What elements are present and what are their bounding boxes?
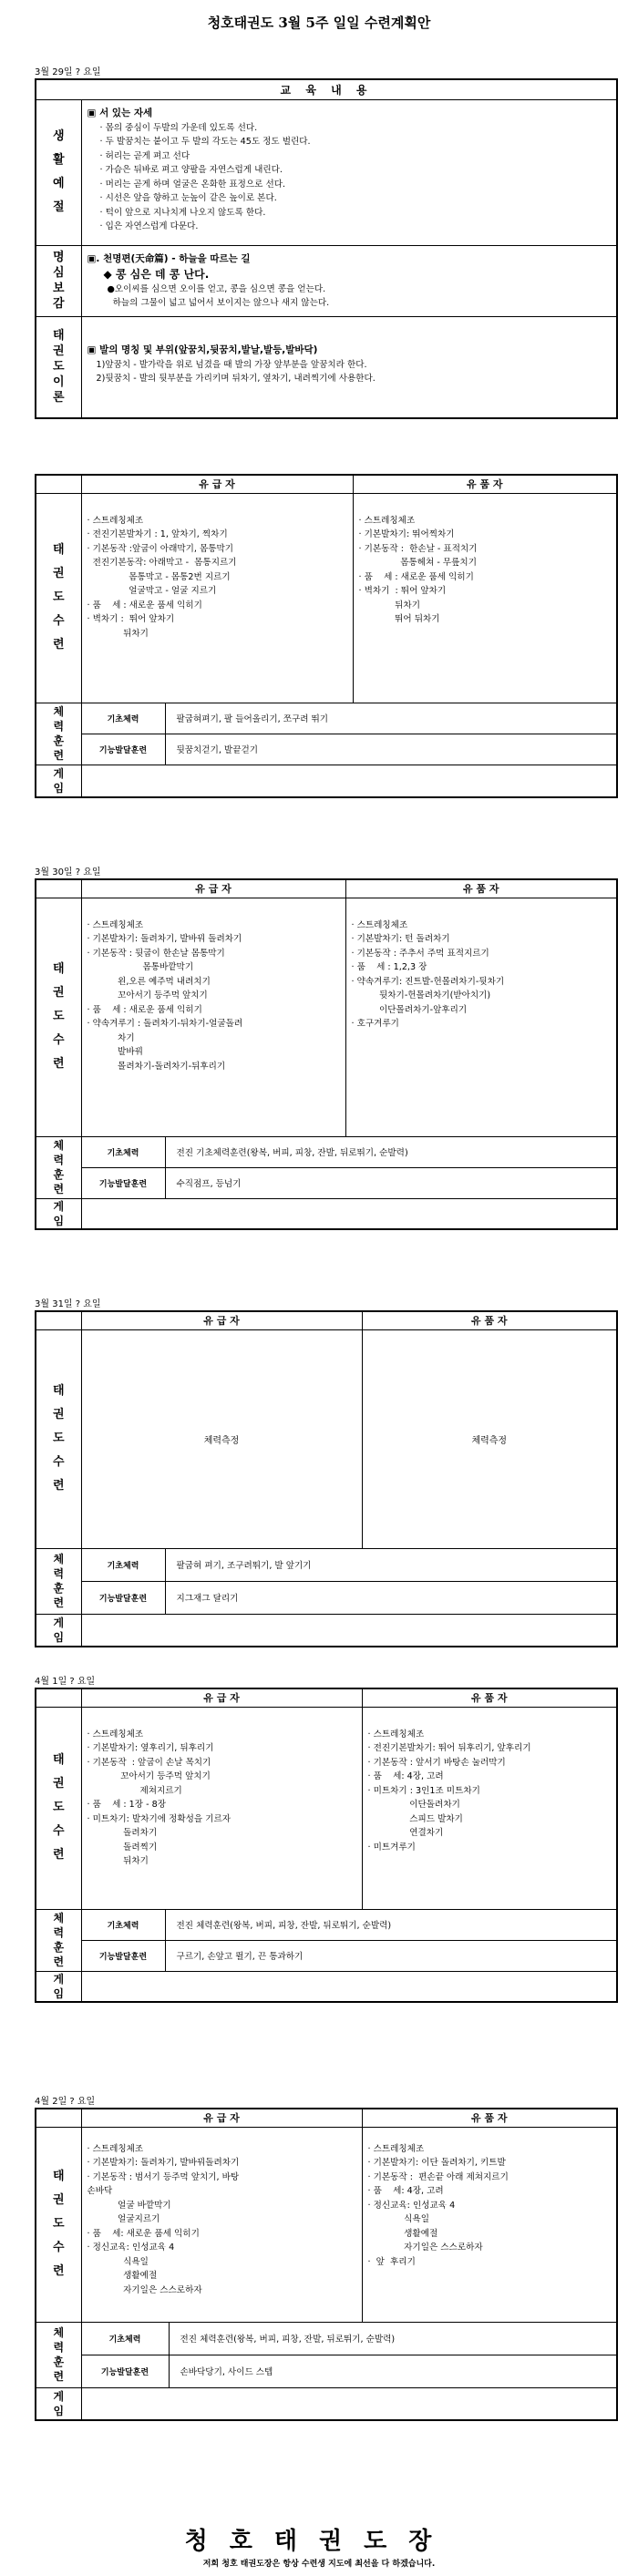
text-line: 1)앞꿈치 - 발가락을 위로 넘겼을 때 발의 가장 앞부분을 앞꿈치라 한다. bbox=[96, 359, 367, 370]
game-label bbox=[36, 1971, 81, 2002]
text-line: 발바꿔 bbox=[87, 1047, 143, 1057]
game-label bbox=[36, 765, 81, 797]
text-line: 몰려차기-돌려차기-뒤후리기 bbox=[87, 1061, 226, 1072]
text-line: 몸통바깥막기 bbox=[87, 962, 194, 972]
fitness-label bbox=[36, 703, 81, 765]
col-right-header: 유 품 자 bbox=[362, 1688, 617, 1707]
col-right-header: 유 품 자 bbox=[362, 2109, 617, 2127]
text-line: · 기본동작 : 뒷굽이 한손날 몸통막기 bbox=[87, 948, 225, 959]
text-line: 뒤차기 bbox=[358, 600, 420, 611]
col-left-header: 유 급 자 bbox=[81, 1311, 362, 1329]
text-line: · 기본동작 : 편손끝 아래 제쳐지르기 bbox=[367, 2171, 509, 2182]
text-line: · 품 세 : 새로운 품세 익히기 bbox=[358, 571, 474, 582]
col-right-header: 유 품 자 bbox=[353, 475, 617, 493]
text-line: 식욕일 bbox=[367, 2214, 429, 2224]
text-line: 뒤차기 bbox=[87, 1856, 149, 1866]
basic-label: 기초체력 bbox=[81, 1909, 165, 1940]
training-table-day5 bbox=[35, 2108, 618, 2421]
text-line: 뛰어 뒤차기 bbox=[358, 614, 440, 624]
text-line: 왼,오른 예주먹 내려치기 bbox=[87, 976, 211, 987]
tkd-label bbox=[36, 1329, 81, 1548]
col-left-header: 유 급 자 bbox=[81, 1688, 362, 1707]
text-line: · 스트레칭체조 bbox=[358, 515, 416, 526]
game-label bbox=[36, 1614, 81, 1647]
text-line: 꼬아서기 등주먹 앞치기 bbox=[87, 990, 208, 1001]
text-line: · 가슴은 뒤바로 펴고 양팔을 자연스럽게 내린다. bbox=[99, 165, 283, 175]
text-line: · 기본동작 :앞굽이 아래막기, 몸통막기 bbox=[87, 543, 234, 554]
text-line: · 호구겨루기 bbox=[351, 1019, 399, 1029]
maxim-content bbox=[81, 245, 617, 316]
fitness-label bbox=[36, 1136, 81, 1198]
side-label-text: 게임 bbox=[53, 1616, 65, 1644]
fitness-label bbox=[36, 1548, 81, 1614]
text-line: · 기본동작 : 범서기 등주먹 앞치기, 바탕 bbox=[87, 2171, 240, 2182]
basic-label: 기초체력 bbox=[81, 2322, 169, 2355]
side-label-text: 태권도수련 bbox=[52, 543, 65, 652]
left-content: 체력측정 bbox=[81, 1329, 362, 1548]
text-line: · 미트차기: 발차기에 정확성을 기르자 bbox=[87, 1813, 231, 1824]
maxim-heading: ▣. 천명편(天命篇) - 하늘을 따르는 길 bbox=[87, 252, 251, 264]
text-line: · 품 세: 새로운 품세 익히기 bbox=[87, 2228, 200, 2239]
right-content bbox=[362, 2127, 617, 2322]
text-line: 제쳐지르기 bbox=[87, 1785, 182, 1796]
date-day1: 3월 29일 ? 요일 bbox=[35, 67, 101, 77]
side-label-text: 게임 bbox=[53, 2389, 65, 2417]
side-label-text: 체력훈련 bbox=[53, 1553, 65, 1609]
fitness-label bbox=[36, 1909, 81, 1971]
col-left-header: 유 급 자 bbox=[81, 879, 345, 898]
text-line: 돌려찍기 bbox=[87, 1842, 158, 1852]
text-line: 몸통막고 - 몸통2번 지르기 bbox=[87, 571, 231, 582]
side-label-text: 태권도이론 bbox=[52, 328, 65, 405]
theory-heading: ▣ 발의 명칭 및 부위(앞꿈치,뒷꿈치,발날,발등,발바닥) bbox=[87, 344, 318, 355]
text-line: · 전진기본발차기 : 1, 앞차기, 찍차기 bbox=[87, 529, 228, 539]
text-line: 얼굴막고 - 얼굴 지르기 bbox=[87, 586, 217, 596]
training-table-day1 bbox=[35, 474, 618, 798]
basic-text: 전진 기초체력훈련(왕복, 버피, 피창, 잔발, 뒤로뛰기, 순발력) bbox=[165, 1136, 617, 1167]
training-table-day3 bbox=[35, 1310, 618, 1647]
text-line: · 미트차기 : 3인1조 미트차기 bbox=[367, 1785, 480, 1796]
text-line: 손바닥 bbox=[87, 2186, 113, 2196]
game-label bbox=[36, 1198, 81, 1229]
text-line: · 스트레칭체조 bbox=[87, 1729, 144, 1740]
text-line: 이단돌려차기 bbox=[367, 1800, 460, 1810]
col-left-header: 유 급 자 bbox=[81, 475, 353, 493]
right-content bbox=[345, 898, 617, 1136]
text-line: 돌려차기 bbox=[87, 1828, 158, 1838]
basic-label: 기초체력 bbox=[81, 1548, 165, 1581]
text-line: · 기본발차기: 돌려차기, 발바꿔 돌려차기 bbox=[87, 934, 242, 944]
side-label-text: 게임 bbox=[53, 766, 65, 795]
side-label-text: 체력훈련 bbox=[53, 1912, 65, 1968]
maxim-label bbox=[36, 245, 81, 316]
right-content: 체력측정 bbox=[362, 1329, 617, 1548]
left-content bbox=[81, 898, 345, 1136]
training-table-day2 bbox=[35, 878, 618, 1230]
theory-content bbox=[81, 316, 617, 418]
text-line: · 허리는 곧게 펴고 선다 bbox=[99, 150, 190, 161]
basic-text: 전진 체력훈련(왕복, 버피, 피창, 잔발, 뒤로뛰기, 순발력) bbox=[165, 1909, 617, 1940]
text-line: 식욕일 bbox=[87, 2256, 149, 2267]
col-right-header: 유 품 자 bbox=[362, 1311, 617, 1329]
text-line: · 기본동작 : 앞굽이 손날 목치기 bbox=[87, 1757, 211, 1768]
right-content bbox=[353, 493, 617, 703]
text-line: · 기본동작 : 한손날 - 표적치기 bbox=[358, 543, 478, 554]
text-line: · 품 세: 4장, 고려 bbox=[367, 2186, 444, 2196]
side-label-text: 태권도수련 bbox=[52, 2170, 65, 2278]
text-line: 이단몰려차기-앞후리기 bbox=[351, 1004, 468, 1015]
basic-text: 팔굽혀펴기, 팔 들어올리기, 쪼구려 뛰기 bbox=[165, 703, 617, 734]
text-line: 2)뒷꿈치 - 발의 뒷부분을 가리키며 뒤차기, 옆차기, 내려찍기에 사용한다. bbox=[96, 374, 376, 384]
text-line: · 스트레칭체조 bbox=[87, 515, 144, 526]
text-line: 자기일은 스스로하자 bbox=[367, 2242, 483, 2253]
text-line: 얼굴지르기 bbox=[87, 2214, 160, 2224]
text-line: · 스트레칭체조 bbox=[87, 919, 144, 930]
motor-text: 수직점프, 등넘기 bbox=[165, 1167, 617, 1198]
maxim-quote: ◆ 콩 심은 데 콩 난다. bbox=[103, 267, 210, 281]
motor-label: 기능발달훈련 bbox=[81, 1581, 165, 1614]
life-label bbox=[36, 99, 81, 245]
side-label-text: 태권도수련 bbox=[52, 962, 65, 1071]
motor-label: 기능발달훈련 bbox=[81, 2355, 169, 2387]
tkd-label bbox=[36, 2127, 81, 2322]
text-line: · 입은 자연스럽게 다문다. bbox=[99, 221, 199, 231]
text-line: 뒤차기 bbox=[87, 628, 149, 639]
text-line: · 기본동작 : 앞서기 바탕손 눌러막기 bbox=[367, 1757, 506, 1768]
side-label-text: 체력훈련 bbox=[53, 705, 65, 762]
dojang-name: 청호태권도장 bbox=[184, 2528, 454, 2555]
footer-slogan: 저희 청호 태권도장은 항상 수련생 지도에 최선을 다 하겠습니다. bbox=[202, 2560, 436, 2569]
fitness-label bbox=[36, 2322, 81, 2387]
date-day2: 3월 30일 ? 요일 bbox=[35, 867, 101, 877]
tkd-label bbox=[36, 898, 81, 1136]
life-content bbox=[81, 99, 617, 245]
side-label-text: 태권도수련 bbox=[52, 1753, 65, 1862]
text-line: · 벽차기 : 뛰어 앞차기 bbox=[358, 586, 447, 596]
education-table-day1 bbox=[35, 78, 618, 419]
page-title: 청호태권도 3월 5주 일일 수련계획안 bbox=[207, 15, 431, 31]
side-label-text: 태권도수련 bbox=[52, 1384, 65, 1493]
text-line: 스피드 발차기 bbox=[367, 1813, 463, 1824]
left-content bbox=[81, 2127, 362, 2322]
text-line: · 앞 후리기 bbox=[367, 2256, 416, 2267]
text-line: · 기본발차기: 턴 돌려차기 bbox=[351, 934, 450, 944]
basic-text: 팔굽혀 펴기, 조구려뛰기, 발 앞기기 bbox=[165, 1548, 617, 1581]
edu-header: 교 육 내 용 bbox=[36, 79, 617, 99]
side-label-text: 명심보감 bbox=[52, 250, 65, 311]
text-line: · 스트레칭체조 bbox=[367, 2143, 425, 2154]
maxim-lines bbox=[87, 282, 612, 311]
text-line: · 미트겨루기 bbox=[367, 1842, 416, 1852]
side-label-text: 체력훈련 bbox=[53, 1139, 65, 1196]
text-line: 꼬아서기 등주먹 앞치기 bbox=[87, 1771, 211, 1781]
text-line: 하늘의 그물이 넓고 넓어서 보이지는 않으나 새지 않는다. bbox=[107, 298, 330, 308]
game-label bbox=[36, 2387, 81, 2420]
side-label-text: 생활예절 bbox=[52, 129, 65, 214]
text-line: · 머리는 곧게 하며 얼굴은 온화한 표정으로 선다. bbox=[99, 179, 286, 190]
text-line: 전진기본동작: 아래막고 - 몸통지르기 bbox=[87, 558, 237, 568]
tkd-label bbox=[36, 493, 81, 703]
text-line: · 기본발차기: 돌려차기, 발바꿔돌려차기 bbox=[87, 2158, 240, 2168]
text-line: · 기본동작 : 주추서 주먹 표적지르기 bbox=[351, 948, 489, 959]
motor-text: 뒷꿈치걷기, 발끝걷기 bbox=[165, 734, 617, 765]
text-line: · 약속겨루기: 진트발-헌몰려차기-뒷차기 bbox=[351, 976, 505, 987]
text-line: 생활예절 bbox=[87, 2271, 158, 2281]
date-day5: 4월 2일 ? 요일 bbox=[35, 2097, 96, 2107]
text-line: · 기본발차기: 이단 돌려차기, 키트발 bbox=[367, 2158, 506, 2168]
text-line: · 기본발차기: 뛰어찍차기 bbox=[358, 529, 455, 539]
date-day3: 3월 31일 ? 요일 bbox=[35, 1299, 101, 1309]
side-label-text: 체력훈련 bbox=[53, 2326, 65, 2383]
text-line: · 기본발차기: 옆후리기, 뒤후리기 bbox=[87, 1743, 214, 1753]
text-line: · 벽차기 : 뛰어 앞차기 bbox=[87, 614, 175, 624]
col-left-header: 유 급 자 bbox=[81, 2109, 362, 2127]
text-line: · 두 발꿈치는 붙이고 두 발의 각도는 45도 정도 벌린다. bbox=[99, 137, 311, 147]
col-right-header: 유 품 자 bbox=[345, 879, 617, 898]
text-line: · 품 세 : 1장 - 8장 bbox=[87, 1800, 166, 1810]
text-line: · 스트레칭체조 bbox=[351, 919, 408, 930]
text-line: · 품 세 : 1,2,3 장 bbox=[351, 962, 427, 972]
motor-label: 기능발달훈련 bbox=[81, 1167, 165, 1198]
basic-text: 전진 체력훈련(왕복, 버피, 피창, 잔발, 뒤로뛰기, 순발력) bbox=[169, 2322, 617, 2355]
text-line: · 몸의 중심이 두발의 가운데 있도록 선다. bbox=[99, 122, 258, 133]
basic-label: 기초체력 bbox=[81, 1136, 165, 1167]
motor-text: 지그재그 달리기 bbox=[165, 1581, 617, 1614]
text-line: 뒷차기-헌몰려차기(받아치기) bbox=[351, 990, 491, 1001]
tkd-label bbox=[36, 1707, 81, 1909]
life-heading: ▣ 서 있는 자세 bbox=[87, 107, 153, 118]
text-line: 차기 bbox=[87, 1032, 135, 1043]
motor-label: 기능발달훈련 bbox=[81, 734, 165, 765]
date-day4: 4월 1일 ? 요일 bbox=[35, 1677, 96, 1687]
theory-lines bbox=[87, 358, 612, 386]
motor-text: 구르기, 손앞고 뛸기, 끈 통과하기 bbox=[165, 1940, 617, 1971]
text-line: · 시선은 앞을 향하고 눈높이 같은 높이로 본다. bbox=[99, 193, 277, 203]
text-line: · 턱이 앞으로 지나치게 나오지 않도록 한다. bbox=[99, 207, 266, 218]
text-line: 자기일은 스스로하자 bbox=[87, 2284, 202, 2295]
text-line: · 스트레칭체조 bbox=[367, 1729, 425, 1740]
text-line: ●오이씨를 심으면 오이를 얻고, 콩을 심으면 콩을 얻는다. bbox=[107, 283, 326, 294]
text-line: · 전진기본발차기: 뛰어 뒤후리기, 앞후리기 bbox=[367, 1743, 531, 1753]
side-label-text: 게임 bbox=[53, 1972, 65, 2000]
text-line: 얼굴 바깥막기 bbox=[87, 2200, 171, 2211]
basic-label: 기초체력 bbox=[81, 703, 165, 734]
text-line: 연결차기 bbox=[367, 1828, 444, 1838]
text-line: · 약속겨루기 : 돌려차기-뒤차기-얼굴돌려 bbox=[87, 1019, 243, 1029]
training-table-day4 bbox=[35, 1688, 618, 2003]
text-line: · 정신교육: 인성교육 4 bbox=[367, 2200, 456, 2211]
left-content bbox=[81, 493, 353, 703]
text-line: · 스트레칭체조 bbox=[87, 2143, 144, 2154]
text-line: · 품 세 : 새로운 품세 익히기 bbox=[87, 600, 202, 611]
side-label-text: 게임 bbox=[53, 1199, 65, 1227]
text-line: · 품 세 : 새로운 품세 익히기 bbox=[87, 1004, 202, 1015]
text-line: 몸통헤쳐 - 무릎치기 bbox=[358, 558, 477, 568]
left-content bbox=[81, 1707, 362, 1909]
motor-text: 손바닥당기, 사이드 스텝 bbox=[169, 2355, 617, 2387]
life-lines bbox=[87, 121, 612, 234]
text-line: · 정신교육: 인성교육 4 bbox=[87, 2242, 175, 2253]
theory-label bbox=[36, 316, 81, 418]
right-content bbox=[362, 1707, 617, 1909]
motor-label: 기능발달훈련 bbox=[81, 1940, 165, 1971]
text-line: · 품 세: 4장, 고려 bbox=[367, 1771, 444, 1781]
text-line: 생활예절 bbox=[367, 2228, 438, 2239]
